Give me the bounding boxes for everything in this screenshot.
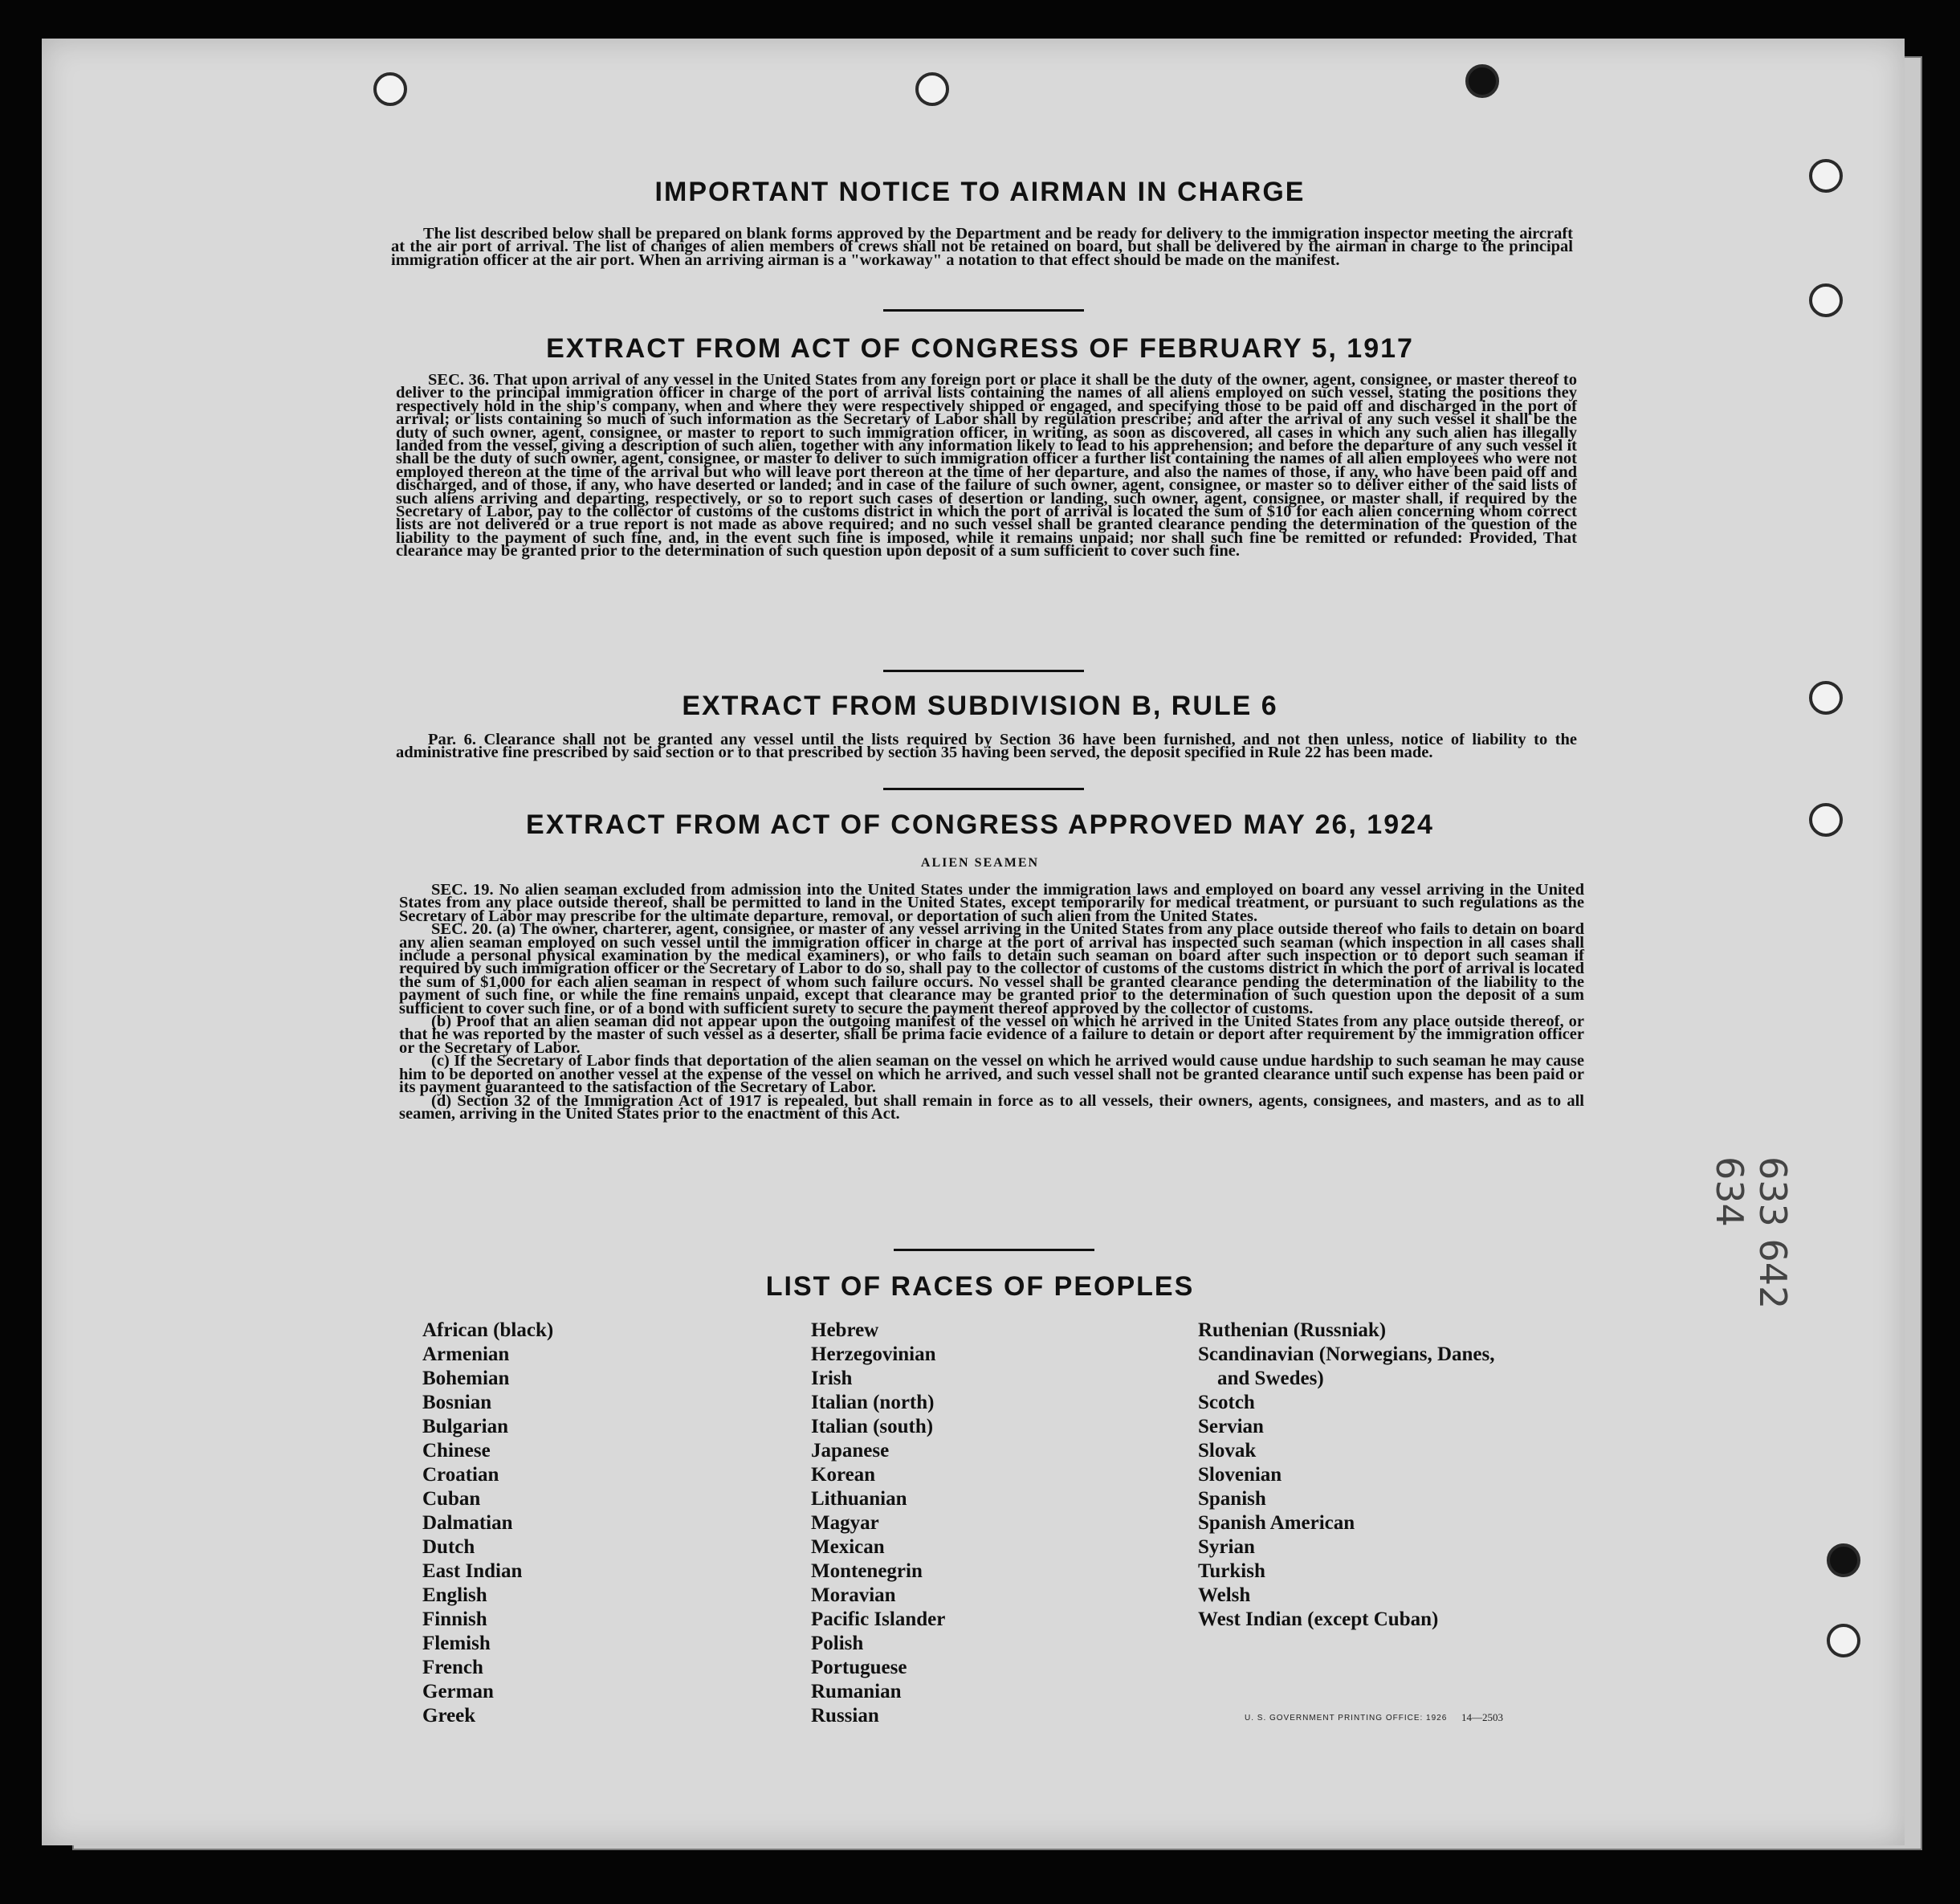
race-item: Hebrew bbox=[811, 1319, 879, 1341]
race-item: Magyar bbox=[811, 1512, 879, 1534]
race-item: Spanish bbox=[1198, 1488, 1266, 1510]
race-item: Russian bbox=[811, 1705, 879, 1727]
race-item: Bohemian bbox=[422, 1368, 510, 1389]
race-item: Greek bbox=[422, 1705, 476, 1727]
extract-rule6-body: Par. 6. Clearance shall not be granted any vessel until the lists required by Section 36 have been furnished, and not then unless, notice of liability to the administrative fine prescribed by said section or to that prescribed by section 35 having been served, the deposit specified in Rule 22 has been made. bbox=[396, 731, 1577, 762]
race-item: Ruthenian (Russniak) bbox=[1198, 1319, 1387, 1341]
races-column-3-list bbox=[1198, 1391, 1495, 1632]
race-item: Bulgarian bbox=[422, 1416, 508, 1437]
race-item: and Swedes) bbox=[1217, 1368, 1324, 1389]
printer-imprint: U. S. GOVERNMENT PRINTING OFFICE: 1926 bbox=[1245, 1714, 1448, 1723]
race-item: Cuban bbox=[422, 1488, 481, 1510]
race-item: Croatian bbox=[422, 1464, 499, 1486]
extract-1924-paragraph: SEC. 19. No alien seaman excluded from admission into the United States under the immigration laws and employed on board any vessel arriving in the United States from any place outside thereof, shall be permitted to land in the United States, except temporarily for medical treatment, or pursuant to such regulations as the Secretary of Labor may prescribe for the ultimate departure, removal, or deportation of such alien from the United States. bbox=[399, 881, 1584, 925]
race-item: Portuguese bbox=[811, 1657, 907, 1678]
section-divider bbox=[883, 670, 1084, 672]
race-item: Korean bbox=[811, 1464, 876, 1486]
race-item: Herzegovinian bbox=[811, 1343, 936, 1365]
races-column-2 bbox=[811, 1319, 945, 1728]
race-item: Finnish bbox=[422, 1608, 487, 1630]
race-item: German bbox=[422, 1681, 494, 1702]
extract-1917-body: SEC. 36. That upon arrival of any vessel in the United States from any foreign port or place it shall be the duty of the owner, agent, consignee, or master thereof to deliver to the principal immigration officer in charge of the port of arrival lists containing the names of all aliens employed on such vessel, stating the positions they respectively hold in the ship's company, when and where they were respectively shipped or engaged, and specifying those to be paid off and discharged in the port of arrival; or lists containing so much of such information as the Secretary of Labor shall by regulation prescribe; and after the arrival of any such vessel it shall be the duty of such owner, agent, consignee, or master to report to such immigration officer, in writing, as soon as discovered, all cases in which any such alien has illegally landed from the vessel, giving a description of such alien, together with any information likely to lead to his apprehension; and before the departure of any such vessel it shall be the duty of such owner, agent, consignee, or master to deliver to such immigration officer a further list containing the names of all alien employees who were not employed thereon at the time of the arrival but who will leave port thereon at the time of her departure, and also the names of those, if any, who have been paid off and discharged, and of those, if any, who have deserted or landed; and in case of the failure of such owner, agent, consignee, or master so to deliver either of the said lists of such aliens arriving and departing, respectively, or so to report such cases of desertion or landing, such owner, agent, consignee, or master shall, if required by the Secretary of Labor, pay to the collector of customs of the customs district in which the port of arrival is located the sum of $10 for each alien concerning whom correct lists are not delivered or a true report is not made as above required; and no such vessel shall be granted clearance pending the determination of the question of the liability to the payment of such fine, and, in the event such fine is imposed, while it remains unpaid; nor shall such fine be remitted or refunded: Provided, That clearance may be granted prior to the determination of such question upon deposit of a sum sufficient to cover such fine. bbox=[396, 371, 1577, 561]
race-item: Montenegrin bbox=[811, 1560, 923, 1582]
race-item: Turkish bbox=[1198, 1560, 1265, 1582]
race-item: Mexican bbox=[811, 1536, 885, 1558]
handwritten-note: 633 642 634 bbox=[1708, 1156, 1795, 1310]
race-item: Slovak bbox=[1198, 1440, 1257, 1462]
race-item: French bbox=[422, 1657, 483, 1678]
race-item: West Indian (except Cuban) bbox=[1198, 1608, 1439, 1630]
race-item: Scandinavian (Norwegians, Danes, bbox=[1198, 1343, 1495, 1365]
extract-1924-paragraph: (b) Proof that an alien seaman did not appear upon the outgoing manifest of the vessel on which he arrived in the United States from any place outside thereof, or that he was reported by the master of such vessel as a deserter, shall be prima facie evidence of a failure to detain or deport after requirement by the immigration officer or the Secretary of Labor. bbox=[399, 1013, 1584, 1057]
race-item: Japanese bbox=[811, 1440, 890, 1462]
race-item: Moravian bbox=[811, 1584, 896, 1606]
race-item: Spanish American bbox=[1198, 1512, 1355, 1534]
race-item: Chinese bbox=[422, 1440, 491, 1462]
race-item: Welsh bbox=[1198, 1584, 1251, 1606]
section-divider bbox=[894, 1249, 1094, 1251]
extract-rule6-title: EXTRACT FROM SUBDIVISION B, RULE 6 bbox=[682, 691, 1278, 721]
race-item: Pacific Islander bbox=[811, 1608, 946, 1630]
form-number: 14—2503 bbox=[1461, 1711, 1503, 1723]
races-title: LIST OF RACES OF PEOPLES bbox=[765, 1271, 1195, 1302]
section-divider bbox=[883, 309, 1084, 312]
race-item: English bbox=[422, 1584, 487, 1606]
extract-1924-paragraph: (d) Section 32 of the Immigration Act of 1917 is repealed, but shall remain in force as to all vessels, their owners, agents, consignees, and masters, and as to all seamen, arriving in the United States prior to the enactment of this Act. bbox=[399, 1091, 1584, 1123]
race-item: Syrian bbox=[1198, 1536, 1255, 1558]
extract-1924-paragraph: (c) If the Secretary of Labor finds that deportation of the alien seaman on the vessel on which he arrived would cause undue hardship to such seaman he may cause him to be deported on another vessel at the expense of the vessel on which he arrived, and such vessel shall not be granted clearance until such expense has been paid or its payment guaranteed to the satisfaction of the Secretary of Labor. bbox=[399, 1052, 1584, 1097]
race-item: Dalmatian bbox=[422, 1512, 513, 1534]
race-item: Dutch bbox=[422, 1536, 475, 1558]
race-item: Italian (north) bbox=[811, 1392, 935, 1413]
races-column-1 bbox=[422, 1319, 553, 1728]
extract-1917-title: EXTRACT FROM ACT OF CONGRESS OF FEBRUARY 5, 1917 bbox=[546, 333, 1414, 364]
notice-title: IMPORTANT NOTICE TO AIRMAN IN CHARGE bbox=[654, 177, 1306, 207]
race-item: Lithuanian bbox=[811, 1488, 907, 1510]
extract-1924-body bbox=[399, 881, 1584, 1123]
section-divider bbox=[883, 788, 1084, 790]
race-item: Armenian bbox=[422, 1343, 510, 1365]
races-column-3 bbox=[1198, 1319, 1495, 1632]
extract-1924-title: EXTRACT FROM ACT OF CONGRESS APPROVED MAY 26, 1924 bbox=[526, 809, 1434, 840]
race-item: Slovenian bbox=[1198, 1464, 1282, 1486]
race-item: Irish bbox=[811, 1368, 853, 1389]
race-item: Rumanian bbox=[811, 1681, 902, 1702]
race-item: Servian bbox=[1198, 1416, 1264, 1437]
race-item: Bosnian bbox=[422, 1392, 492, 1413]
extract-1924-subtitle: ALIEN SEAMEN bbox=[920, 856, 1040, 870]
race-item: Scotch bbox=[1198, 1392, 1255, 1413]
race-item: Flemish bbox=[422, 1633, 491, 1654]
race-item: Italian (south) bbox=[811, 1416, 934, 1437]
race-item: Polish bbox=[811, 1633, 864, 1654]
extract-1924-paragraph: SEC. 20. (a) The owner, charterer, agent, consignee, or master of any vessel arriving in the United States from any place outside thereof who fails to detain on board any alien seaman employed on such vessel until the immigration officer in charge at the port of arrival has inspected such seaman (which inspection in all cases shall include a personal physical examination by the medical examiners), or who fails to detain such seaman on board after such inspection or to deport such seaman if required by such immigration officer or the Secretary of Labor to do so, shall pay to the collector of customs of the customs district in which the port of arrival is located the sum of $1,000 for each alien seaman in respect of whom such failure occurs. No vessel shall be granted clearance pending the determination of the liability to the payment of such fine, or while the fine remains unpaid, except that clearance may be granted prior to the determination of such question upon the deposit of a sum sufficient to cover such fine, or of a bond with sufficient surety to secure the payment thereof approved by the collector of customs. bbox=[399, 920, 1584, 1017]
race-item: East Indian bbox=[422, 1560, 523, 1582]
notice-body: The list described below shall be prepared on blank forms approved by the Department and be ready for delivery to the immigration inspector meeting the aircraft at the air port of arrival. The list of changes of alien members of crews shall not be retained on board, but shall be delivered by the airman in charge to the principal immigration officer at the air port. When an arriving airman is a "workaway" a notation to that effect should be made on the manifest. bbox=[391, 225, 1573, 269]
race-item: African (black) bbox=[422, 1319, 554, 1341]
